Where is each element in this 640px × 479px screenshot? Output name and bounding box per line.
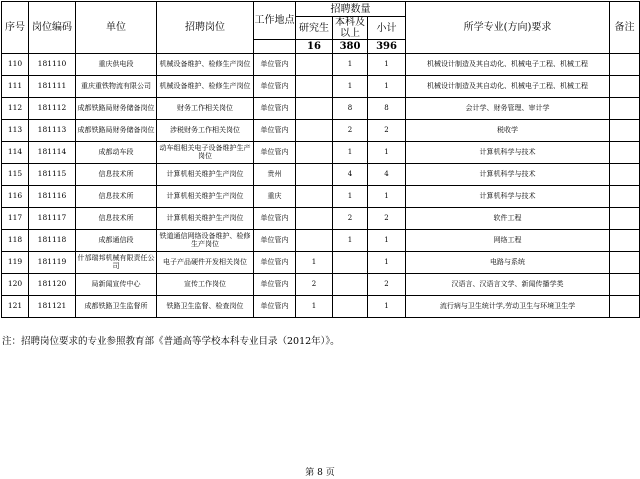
cell-major: 计算机科学与技术 (406, 164, 610, 186)
cell-seq: 110 (2, 54, 29, 76)
header-location: 工作地点 (254, 2, 296, 40)
cell-code: 181118 (29, 230, 76, 252)
cell-post: 财务工作相关岗位 (157, 98, 254, 120)
header-count-group: 招聘数量 (296, 2, 406, 17)
cell-seq: 112 (2, 98, 29, 120)
cell-location: 单位管内 (254, 208, 296, 230)
cell-note (610, 98, 640, 120)
cell-post: 计算机相关维护生产岗位 (157, 208, 254, 230)
cell-unit: 信息技术所 (76, 164, 157, 186)
cell-note (610, 274, 640, 296)
cell-subtotal: 1 (368, 142, 406, 164)
cell-unit: 成都铁路卫生监督所 (76, 296, 157, 318)
header-post: 招聘岗位 (157, 2, 254, 54)
table-row (2, 274, 640, 296)
cell-location: 贵州 (254, 164, 296, 186)
cell-note (610, 164, 640, 186)
cell-code: 181115 (29, 164, 76, 186)
cell-bach: 1 (333, 54, 368, 76)
cell-unit: 成都通信段 (76, 230, 157, 252)
cell-unit: 信息技术所 (76, 186, 157, 208)
cell-code: 181111 (29, 76, 76, 98)
cell-bach: 1 (333, 142, 368, 164)
cell-grad (296, 54, 333, 76)
cell-location: 单位管内 (254, 296, 296, 318)
table-row (2, 98, 640, 120)
cell-note (610, 186, 640, 208)
cell-post: 机械设备维护、检修生产岗位 (157, 54, 254, 76)
header-note: 备注 (610, 2, 640, 54)
cell-post: 计算机相关维护生产岗位 (157, 186, 254, 208)
cell-grad (296, 230, 333, 252)
header-bach: 本科及以上 (333, 17, 368, 40)
cell-location: 单位管内 (254, 252, 296, 274)
table-row (2, 208, 640, 230)
cell-subtotal: 2 (368, 274, 406, 296)
cell-code: 181114 (29, 142, 76, 164)
cell-location: 单位管内 (254, 230, 296, 252)
cell-bach: 2 (333, 208, 368, 230)
table-row (2, 76, 640, 98)
total-subtotal: 396 (368, 40, 406, 54)
cell-location: 单位管内 (254, 76, 296, 98)
cell-major: 汉语言、汉语言文学、新闻传播学类 (406, 274, 610, 296)
footnote: 注：招聘岗位要求的专业参照教育部《普通高等学校本科专业目录（2012年）》。 (2, 336, 340, 347)
cell-bach: 1 (333, 186, 368, 208)
table-body (2, 54, 640, 318)
cell-grad (296, 120, 333, 142)
header-major: 所学专业(方向)要求 (406, 2, 610, 54)
cell-bach: 8 (333, 98, 368, 120)
cell-code: 181112 (29, 98, 76, 120)
cell-seq: 115 (2, 164, 29, 186)
cell-grad (296, 186, 333, 208)
cell-location: 单位管内 (254, 142, 296, 164)
total-location-blank (254, 40, 296, 54)
cell-note (610, 208, 640, 230)
header-grad: 研究生 (296, 17, 333, 40)
cell-major: 流行病与卫生统计学,劳动卫生与环境卫生学 (406, 296, 610, 318)
cell-subtotal: 1 (368, 252, 406, 274)
cell-bach: 1 (333, 230, 368, 252)
cell-subtotal: 1 (368, 296, 406, 318)
cell-seq: 120 (2, 274, 29, 296)
cell-bach (333, 274, 368, 296)
cell-grad (296, 208, 333, 230)
cell-code: 181110 (29, 54, 76, 76)
cell-code: 181120 (29, 274, 76, 296)
cell-unit: 成都铁路局财务储备岗位 (76, 98, 157, 120)
cell-post: 电子产品硬件开发相关岗位 (157, 252, 254, 274)
cell-seq: 116 (2, 186, 29, 208)
cell-post: 铁道通信网络设备维护、检修生产岗位 (157, 230, 254, 252)
cell-grad: 2 (296, 274, 333, 296)
table-row (2, 142, 640, 164)
cell-major: 电路与系统 (406, 252, 610, 274)
table-row (2, 120, 640, 142)
cell-unit: 信息技术所 (76, 208, 157, 230)
cell-bach: 4 (333, 164, 368, 186)
cell-post: 铁路卫生监督、检查岗位 (157, 296, 254, 318)
table-row (2, 164, 640, 186)
cell-subtotal: 2 (368, 120, 406, 142)
cell-subtotal: 1 (368, 186, 406, 208)
cell-note (610, 230, 640, 252)
cell-bach: 1 (333, 76, 368, 98)
cell-location: 单位管内 (254, 120, 296, 142)
cell-post: 机械设备维护、检修生产岗位 (157, 76, 254, 98)
cell-major: 税收学 (406, 120, 610, 142)
cell-subtotal: 1 (368, 76, 406, 98)
header-code: 岗位编码 (29, 2, 76, 54)
cell-grad: 1 (296, 252, 333, 274)
cell-location: 重庆 (254, 186, 296, 208)
table-row (2, 54, 640, 76)
cell-seq: 118 (2, 230, 29, 252)
header-unit: 单位 (76, 2, 157, 54)
cell-seq: 121 (2, 296, 29, 318)
table-row (2, 230, 640, 252)
cell-note (610, 296, 640, 318)
cell-post: 计算机相关维护生产岗位 (157, 164, 254, 186)
cell-note (610, 120, 640, 142)
cell-grad (296, 76, 333, 98)
cell-unit: 重庆重铁物流有限公司 (76, 76, 157, 98)
table-row (2, 296, 640, 318)
cell-code: 181117 (29, 208, 76, 230)
cell-grad: 1 (296, 296, 333, 318)
cell-seq: 111 (2, 76, 29, 98)
cell-post: 宣传工作岗位 (157, 274, 254, 296)
cell-note (610, 54, 640, 76)
cell-major: 网络工程 (406, 230, 610, 252)
cell-location: 单位管内 (254, 274, 296, 296)
cell-code: 181121 (29, 296, 76, 318)
cell-note (610, 142, 640, 164)
cell-bach: 2 (333, 120, 368, 142)
cell-seq: 119 (2, 252, 29, 274)
cell-grad (296, 98, 333, 120)
cell-note (610, 76, 640, 98)
cell-major: 机械设计制造及其自动化、机械电子工程、机械工程 (406, 54, 610, 76)
table-row (2, 252, 640, 274)
cell-grad (296, 142, 333, 164)
cell-major: 软件工程 (406, 208, 610, 230)
cell-code: 181119 (29, 252, 76, 274)
header-subtotal: 小计 (368, 17, 406, 40)
cell-seq: 113 (2, 120, 29, 142)
cell-location: 单位管内 (254, 54, 296, 76)
cell-unit: 成都动车段 (76, 142, 157, 164)
cell-bach (333, 296, 368, 318)
cell-major: 计算机科学与技术 (406, 186, 610, 208)
cell-unit: 什邡瑞邦机械有限责任公司 (76, 252, 157, 274)
cell-major: 会计学、财务管理、审计学 (406, 98, 610, 120)
cell-bach (333, 252, 368, 274)
cell-unit: 成都铁路局财务储备岗位 (76, 120, 157, 142)
cell-grad (296, 164, 333, 186)
cell-subtotal: 1 (368, 230, 406, 252)
cell-seq: 114 (2, 142, 29, 164)
cell-unit: 重庆供电段 (76, 54, 157, 76)
cell-major: 机械设计制造及其自动化、机械电子工程、机械工程 (406, 76, 610, 98)
cell-note (610, 252, 640, 274)
cell-location: 单位管内 (254, 98, 296, 120)
page-number: 第 8 页 (305, 468, 335, 478)
total-bach: 380 (333, 40, 368, 54)
cell-code: 181116 (29, 186, 76, 208)
cell-unit: 局新闻宣传中心 (76, 274, 157, 296)
cell-subtotal: 8 (368, 98, 406, 120)
recruitment-table (1, 1, 640, 318)
cell-subtotal: 2 (368, 208, 406, 230)
table-row (2, 186, 640, 208)
cell-subtotal: 1 (368, 54, 406, 76)
cell-subtotal: 4 (368, 164, 406, 186)
cell-post: 涉税财务工作相关岗位 (157, 120, 254, 142)
header-seq: 序号 (2, 2, 29, 54)
total-grad: 16 (296, 40, 333, 54)
table-header (2, 2, 640, 54)
cell-post: 动车组相关电子设备维护生产岗位 (157, 142, 254, 164)
cell-major: 计算机科学与技术 (406, 142, 610, 164)
cell-code: 181113 (29, 120, 76, 142)
cell-seq: 117 (2, 208, 29, 230)
